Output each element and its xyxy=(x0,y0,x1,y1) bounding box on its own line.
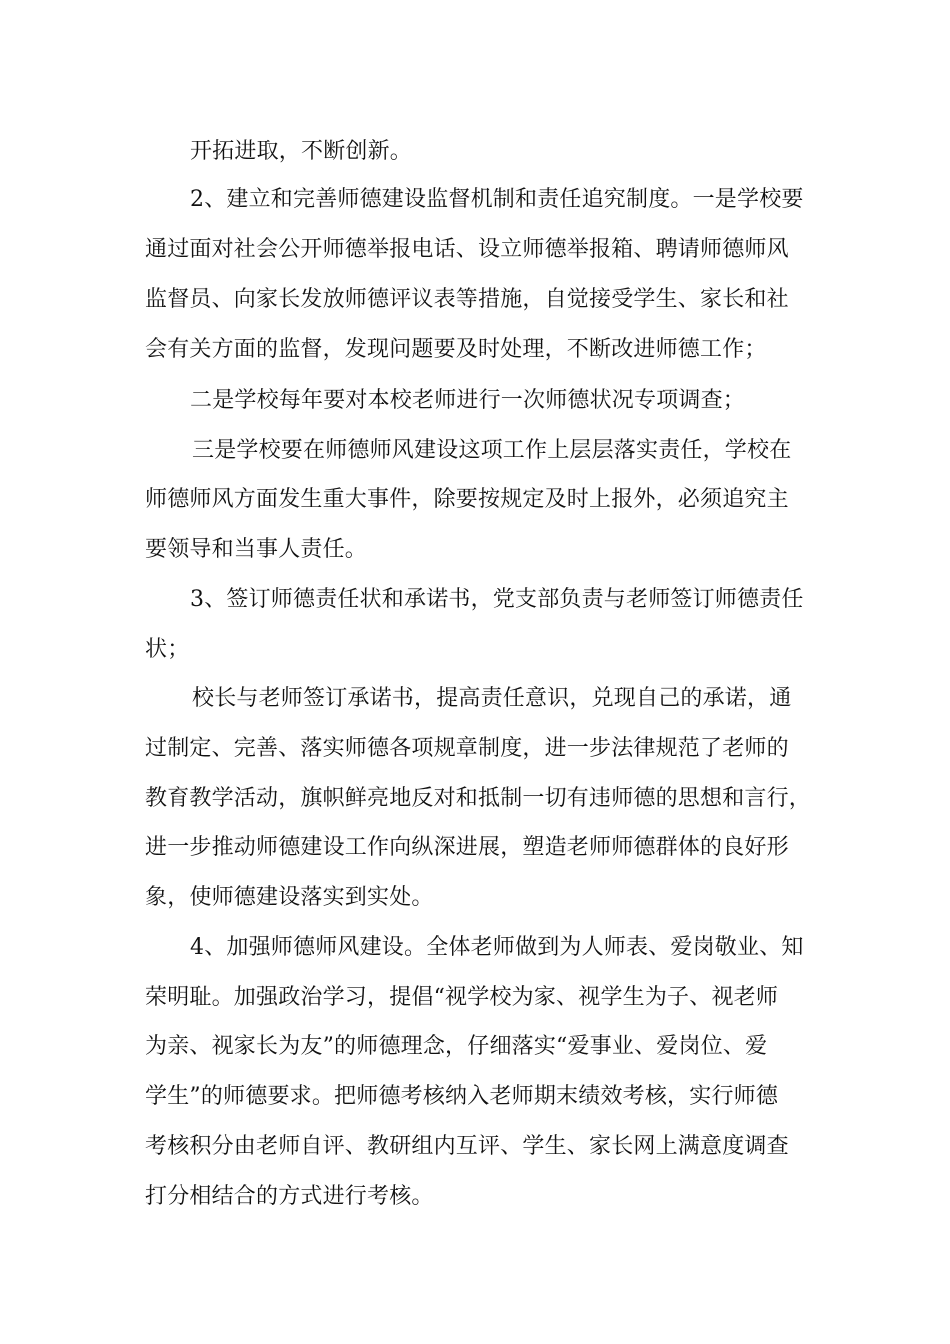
text-line: 学生”的师德要求。把师德考核纳入老师期末绩效考核，实行师德 xyxy=(145,1084,779,1109)
text-line: 打分相结合的方式进行考核。 xyxy=(145,1184,434,1209)
text-line: 监督员、向家长发放师德评议表等措施，自觉接受学生、家长和社 xyxy=(145,287,789,312)
text-line: 荣明耻。加强政治学习，提倡“视学校为家、视学生为子、视老师 xyxy=(145,985,779,1010)
text-line: 考核积分由老师自评、教研组内互评、学生、家长网上满意度调查 xyxy=(145,1134,789,1159)
text-line: 校长与老师签订承诺书，提高责任意识，兑现自己的承诺，通 xyxy=(192,686,792,711)
text-line: 师德师风方面发生重大事件，除要按规定及时上报外，必须追究主 xyxy=(145,487,789,512)
text-line: 3、签订师德责任状和承诺书，党支部负责与老师签订师德责任 xyxy=(190,587,804,612)
text-line: 通过面对社会公开师德举报电话、设立师德举报箱、聘请师德师风 xyxy=(145,237,789,262)
text-line: 状； xyxy=(145,637,190,662)
text-line: 为亲、视家长为友”的师德理念，仔细落实“爱事业、爱岗位、爱 xyxy=(145,1034,768,1059)
text-line: 进一步推动师德建设工作向纵深进展，塑造老师师德群体的良好形 xyxy=(145,835,789,860)
text-line: 4、加强师德师风建设。全体老师做到为人师表、爱岗敬业、知 xyxy=(190,935,804,960)
text-line: 要领导和当事人责任。 xyxy=(145,537,368,562)
text-line: 开拓进取，不断创新。 xyxy=(190,139,413,164)
text-line: 会有关方面的监督，发现问题要及时处理，不断改进师德工作； xyxy=(145,337,767,362)
text-line: 过制定、完善、落实师德各项规章制度，进一步法律规范了老师的 xyxy=(145,736,789,761)
text-line: 二是学校每年要对本校老师进行一次师德状况专项调查； xyxy=(190,388,746,413)
text-line: 三是学校要在师德师风建设这项工作上层层落实责任，学校在 xyxy=(192,438,792,463)
text-line: 2、建立和完善师德建设监督机制和责任追究制度。一是学校要 xyxy=(190,187,804,212)
text-line: 象，使师德建设落实到实处。 xyxy=(145,885,434,910)
text-line: 教育教学活动，旗帜鲜亮地反对和抵制一切有违师德的思想和言行， xyxy=(145,786,812,811)
